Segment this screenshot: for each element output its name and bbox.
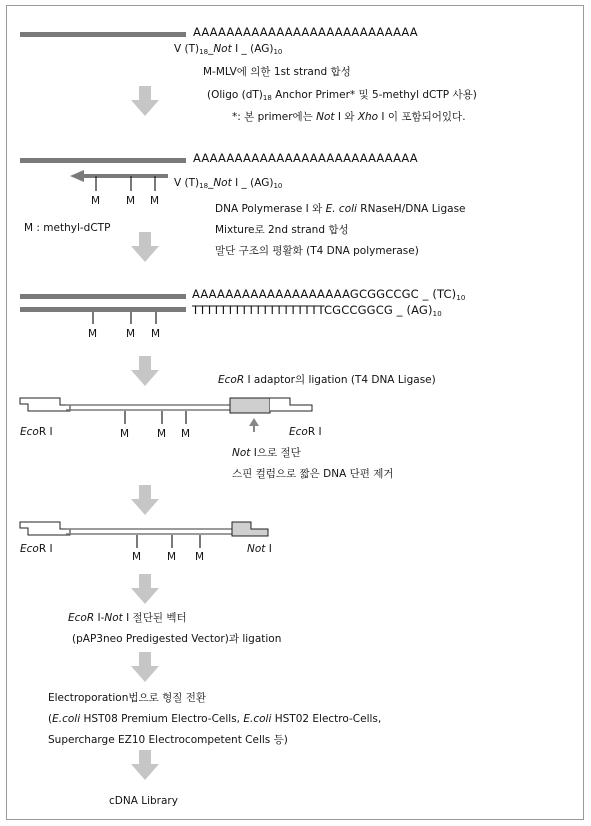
ds-cdna-top-seq: AAAAAAAAAAAAAAAAAAAGCGGCCGC _ $(TC)_{10}$ — [192, 287, 466, 302]
down-arrow-3 — [131, 356, 159, 386]
ds-cdna-bottom-seq: TTTTTTTTTTTTTTTTTTTCGCCGGCG _ $(AG)_{10}$ — [192, 303, 442, 318]
oligo-dT-primer-1: V $(T)_{18}\_Not$ I _ $(AG)_{10}$ — [174, 43, 283, 56]
methyl-label: M — [195, 551, 205, 563]
step4-fragment — [20, 398, 312, 432]
ecori-site-left: EcoR I — [20, 426, 53, 438]
methyl-label: M — [120, 428, 130, 440]
down-arrow-5 — [131, 574, 159, 604]
second-strand-arrow — [70, 170, 168, 182]
ecori-site-left-2: EcoR I — [20, 543, 53, 555]
methyl-label: M — [167, 551, 177, 563]
methyl-label: M — [157, 428, 167, 440]
step3-methyl-ticks — [93, 311, 156, 324]
polyA-tail-1: AAAAAAAAAAAAAAAAAAAAAAAAAAA — [193, 25, 418, 39]
electroporation-line3: Supercharge EZ10 Electrocompetent Cells 등) — [48, 734, 288, 746]
noti-site-right: Not I — [247, 543, 272, 555]
step2-desc-2: Mixture로 2nd strand 합성 — [215, 224, 349, 236]
methyl-label: M — [88, 328, 98, 340]
adaptor-ligation-desc: EcoR I adaptor의 ligation (T4 DNA Ligase) — [218, 374, 436, 386]
vector-ligation-line2: (pAP3neo Predigested Vector)과 ligation — [72, 633, 282, 645]
step2-desc-3: 말단 구조의 평활화 (T4 DNA polymerase) — [215, 245, 419, 257]
step1-note: *: 본 primer에는 Not I 와 Xho I 이 포함되어있다. — [232, 111, 466, 123]
cut-indicator-arrow — [249, 418, 259, 432]
methyl-label: M — [126, 195, 136, 207]
methyl-label: M — [132, 551, 142, 563]
mrna-strand-2 — [20, 158, 186, 163]
electroporation-line2: (E.coli HST08 Premium Electro-Cells, E.coli HST02 Electro-Cells, — [48, 713, 382, 725]
down-arrow-4 — [131, 485, 159, 515]
methyl-label: M — [126, 328, 136, 340]
step2-desc-1: DNA Polymerase I 와 E. coli RNaseH/DNA Ligase — [215, 203, 466, 215]
vector-ligation-line1: EcoR I-Not I 절단된 벡터 — [68, 612, 187, 624]
step2-methyl-ticks — [96, 176, 155, 191]
methyl-label: M — [150, 195, 160, 207]
down-arrow-6 — [131, 652, 159, 682]
step5-fragment — [20, 522, 268, 548]
ecori-site-right: EcoR I — [289, 426, 322, 438]
noti-cut-desc: Not I으로 절단 — [232, 447, 301, 459]
down-arrow-7 — [131, 750, 159, 780]
electroporation-line1: Electroporation법으로 형질 전환 — [48, 692, 207, 704]
methyl-label: M — [151, 328, 161, 340]
spin-column-desc: 스핀 컬럼으로 짧은 DNA 단편 제거 — [232, 468, 394, 480]
methyl-label: M — [181, 428, 191, 440]
polyA-tail-2: AAAAAAAAAAAAAAAAAAAAAAAAAAA — [193, 151, 418, 165]
mrna-strand-1 — [20, 32, 186, 37]
down-arrow-1 — [131, 86, 159, 116]
ds-cdna-top — [20, 294, 186, 299]
methyl-legend: M : methyl-dCTP — [24, 222, 111, 234]
cdna-library-label: cDNA Library — [109, 795, 178, 807]
oligo-dT-primer-2: V $(T)_{18}\_Not$ I _ $(AG)_{10}$ — [174, 177, 283, 190]
methyl-label: M — [91, 195, 101, 207]
step1-desc-2: (Oligo $(dT)_{18}$ Anchor Primer* 및 5-methyl dCTP 사용) — [207, 89, 477, 102]
ds-cdna-bottom — [20, 307, 186, 312]
down-arrow-2 — [131, 232, 159, 262]
step1-desc-1: M-MLV에 의한 1st strand 합성 — [203, 66, 351, 78]
